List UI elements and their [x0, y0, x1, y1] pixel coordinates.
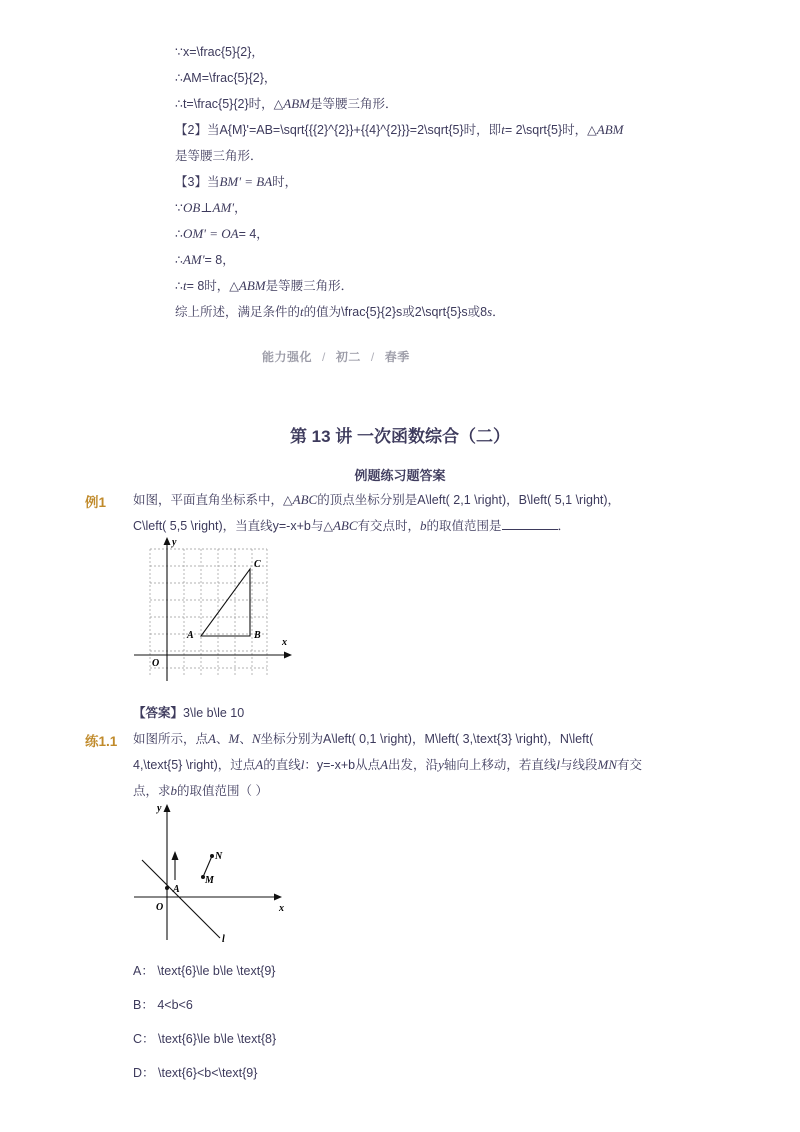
segment-mn: [203, 856, 212, 877]
solution-text: ∴: [175, 227, 183, 241]
math-var: N: [251, 731, 261, 746]
example1-question-line-1: [133, 492, 620, 508]
math-var: ABM: [238, 278, 266, 293]
option-d[interactable]: [133, 1065, 257, 1081]
math-var: A: [208, 731, 216, 746]
solution-text: ∵: [175, 201, 183, 215]
answer-label: 【答案】: [133, 706, 184, 720]
footer-separator: /: [322, 350, 326, 364]
math-var: OM' = OA: [182, 226, 239, 241]
math-var: l: [556, 757, 560, 772]
option-c[interactable]: [133, 1031, 276, 1047]
triangle-abc: [201, 569, 250, 636]
solution-text: ∴t=\frac{5}{2}时，: [175, 97, 274, 111]
option-text: \text{6}\le b\le \text{8}: [158, 1032, 277, 1046]
math-var: BM' = BA: [219, 174, 273, 189]
solution-text: ∵x=\frac{5}{2}，: [175, 45, 264, 59]
x-axis-arrow: [284, 652, 292, 659]
solution-line-4: [175, 122, 623, 138]
question-text: 的取值范围（ ）: [177, 784, 268, 798]
answer-blank: [502, 518, 558, 530]
point-a: [165, 886, 169, 890]
option-label: A：: [133, 964, 154, 978]
math-var: t: [501, 122, 505, 137]
question-text: 的顶点坐标分别是A\left( 2,1 \right)，B\left( 5,1 \right)，: [317, 493, 621, 507]
question-text: C\left( 5,5 \right)，当直线y=-x+b与△: [133, 519, 333, 533]
math-var: t: [182, 278, 187, 293]
math-var: t: [300, 304, 304, 319]
math-var: A: [380, 757, 389, 772]
question-text: 点，求: [133, 784, 171, 798]
solution-line-11: [175, 304, 505, 320]
example1-figure: [130, 535, 300, 685]
question-text: 如图，平面直角坐标系中，△: [133, 493, 293, 507]
math-var: s: [487, 304, 493, 319]
label-c: C: [254, 559, 261, 570]
footer-course: 能力强化: [262, 350, 313, 364]
option-text: \text{6}\le b\le \text{9}: [157, 964, 276, 978]
solution-text: 是等腰三角形．: [175, 149, 263, 163]
label-m: M: [205, 875, 214, 886]
solution-text: 【3】当: [175, 175, 220, 189]
solution-text: 【2】当A{M}'=AB=\sqrt{{{2}^{2}}+{{4}^{2}}}=2\sqrt{5}时，即: [175, 123, 502, 137]
math-var: l: [300, 757, 305, 772]
solution-text: 的值为\frac{5}{2}s或2\sqrt{5}s或8: [303, 305, 488, 319]
solution-text: 是等腰三角形．: [309, 97, 398, 111]
practice-question-line-3: [133, 783, 268, 799]
option-label: D：: [133, 1066, 155, 1080]
option-text: 4<b<6: [157, 998, 193, 1012]
math-var: ABM: [283, 96, 310, 111]
option-label: B：: [133, 998, 154, 1012]
solution-text: 是等腰三角形．: [265, 279, 354, 293]
section-title: 例题练习题答案: [354, 468, 446, 483]
example-tag: 例1: [85, 495, 107, 510]
move-up-arrow-icon: [172, 851, 179, 860]
math-var: ABC: [292, 492, 318, 507]
triangle-symbol: △: [273, 97, 284, 111]
practice-tag: 练1.1: [85, 734, 118, 749]
label-origin: O: [156, 902, 164, 913]
solution-text: ∴AM=\frac{5}{2}，: [175, 71, 277, 85]
solution-line-2: [175, 70, 276, 86]
option-label: C：: [133, 1032, 155, 1046]
math-var: b: [170, 783, 178, 798]
math-var: MN: [597, 757, 617, 772]
math-var: ABM: [596, 122, 624, 137]
solution-line-8: [175, 226, 269, 242]
math-var: ABC: [332, 518, 358, 533]
solution-line-6: [175, 174, 297, 190]
question-text: 与线段: [559, 758, 598, 772]
solution-line-7: [175, 200, 247, 216]
label-origin: O: [152, 658, 160, 669]
question-text: 4,\text{5} \right)，过点: [133, 758, 256, 772]
solution-text: ．: [492, 305, 505, 319]
solution-line-1: [175, 44, 264, 60]
answer-value: 3\le b\le 10: [183, 706, 245, 720]
question-text: 出发，沿: [388, 758, 439, 772]
math-var: AM': [182, 252, 205, 267]
question-text: 轴向上移动，若直线: [443, 758, 557, 772]
footer-term: 春季: [384, 350, 410, 364]
x-axis-arrow: [274, 894, 282, 901]
question-text: 有交: [617, 758, 643, 772]
question-text: 坐标分别为A\left( 0,1 \right)，M\left( 3,\text{3} \right)，N\left(: [260, 732, 594, 746]
option-text: \text{6}<b<\text{9}: [158, 1066, 258, 1080]
practice-question-line-1: [133, 731, 593, 747]
question-text: 有交点时，: [357, 519, 421, 533]
page-footer: [262, 348, 410, 365]
y-axis-arrow: [164, 804, 171, 812]
solution-line-3: [175, 96, 398, 112]
solution-line-10: [175, 278, 353, 294]
solution-line-9: [175, 252, 235, 268]
footer-separator: /: [370, 350, 375, 364]
solution-text: = 4，: [238, 227, 269, 241]
solution-text: 综上所述，满足条件的: [175, 305, 301, 319]
solution-text: 时，: [272, 175, 298, 189]
label-y: y: [172, 537, 177, 548]
math-var: y: [438, 757, 444, 772]
label-b: B: [254, 630, 261, 641]
question-text: ：y=-x+b从点: [304, 758, 381, 772]
solution-text: = 8，: [204, 253, 235, 267]
y-axis-arrow: [164, 537, 171, 545]
solution-text: ∴: [175, 279, 183, 293]
lecture-title: 第 13 讲 一次函数综合（二）: [289, 427, 511, 446]
question-text: 如图所示，点: [133, 732, 209, 746]
footer-grade: 初二: [335, 350, 361, 364]
option-b[interactable]: [133, 997, 193, 1013]
line-l: [142, 860, 220, 938]
label-x: x: [282, 637, 287, 648]
math-var: OB⊥AM': [182, 200, 235, 215]
math-var: A: [255, 757, 264, 772]
label-x: x: [279, 903, 284, 914]
practice-question-line-2: [133, 757, 642, 773]
question-text: 、: [215, 732, 229, 746]
question-text: ．: [557, 519, 571, 533]
solution-text: ，: [234, 201, 247, 215]
math-var: b: [420, 518, 427, 533]
question-text: 的直线: [263, 758, 301, 772]
question-text: 的取值范围是: [426, 519, 502, 533]
solution-text: = 8时，△: [186, 279, 239, 293]
label-y: y: [157, 803, 162, 814]
option-a[interactable]: [133, 963, 275, 979]
label-a: A: [173, 884, 180, 895]
practice-figure: [130, 800, 295, 948]
question-text: 、: [239, 732, 252, 746]
label-l: l: [222, 934, 225, 945]
solution-text: = 2\sqrt{5}时，△: [504, 123, 597, 137]
solution-text: ∴: [175, 253, 183, 267]
solution-line-5: [175, 148, 263, 164]
label-a: A: [187, 630, 194, 641]
label-n: N: [215, 851, 223, 862]
example1-answer: [133, 705, 244, 721]
math-var: M: [228, 731, 240, 746]
example1-question-line-2: [133, 518, 570, 534]
point-n: [210, 854, 214, 858]
